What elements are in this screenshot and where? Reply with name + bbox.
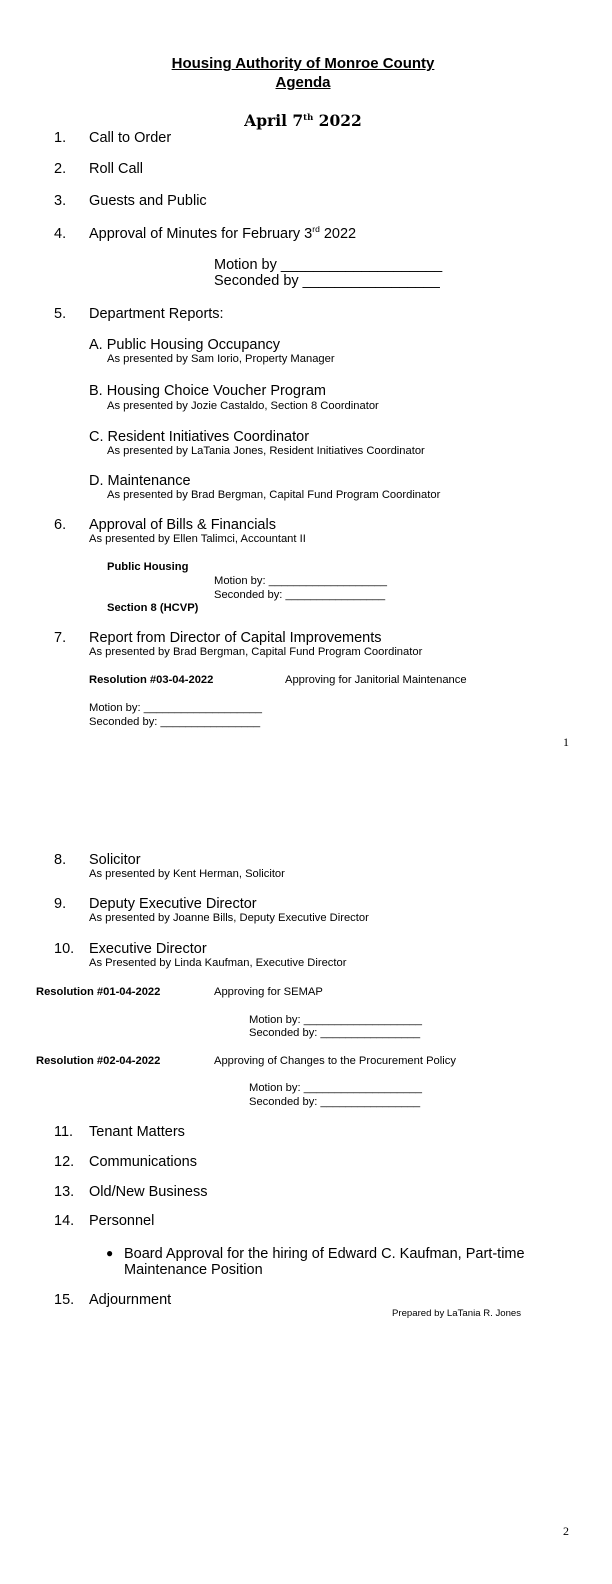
personnel-bullet-line1: Board Approval for the hiring of Edward C. Kaufman, Part-time <box>124 1246 525 1262</box>
public-housing-label: Public Housing <box>107 561 189 573</box>
item-guests-public: Guests and Public <box>89 193 207 209</box>
report-title: A. Public Housing Occupancy <box>89 337 281 353</box>
item-presenter: As Presented by Linda Kaufman, Executive Director <box>89 957 347 969</box>
meeting-date <box>0 111 606 130</box>
item-number: 3. <box>54 193 67 209</box>
item-number: 13. <box>54 1184 75 1200</box>
seconded-line: Seconded by: ________________ <box>89 716 261 728</box>
page-number: 1 <box>563 735 569 749</box>
motion-line: Motion by ____________________ <box>214 257 443 273</box>
section8-label: Section 8 (HCVP) <box>107 602 199 614</box>
item-old-new-business: Old/New Business <box>89 1184 208 1200</box>
item-adjournment: Adjournment <box>89 1292 172 1308</box>
ordinal-sup: rd <box>312 224 320 235</box>
item-text-tail: 2022 <box>319 226 357 242</box>
date-main: April 7 <box>244 111 304 130</box>
item-number: 8. <box>54 852 67 868</box>
item-number: 10. <box>54 941 75 957</box>
seconded-line: Seconded by _________________ <box>214 273 440 289</box>
item-number: 4. <box>54 226 67 242</box>
motion-line: Motion by: ___________________ <box>249 1082 422 1094</box>
date-year: 2022 <box>313 111 362 130</box>
motion-line: Motion by: ___________________ <box>89 702 262 714</box>
item-department-reports: Department Reports: <box>89 306 224 322</box>
item-text: Approval of Minutes for February 3 <box>89 226 313 242</box>
motion-line: Motion by: ___________________ <box>249 1014 422 1026</box>
resolution-label: Resolution #03-04-2022 <box>89 674 214 686</box>
item-presenter: As presented by Joanne Bills, Deputy Executive Director <box>89 912 369 924</box>
seconded-line: Seconded by: ________________ <box>214 589 386 601</box>
item-deputy-director: Deputy Executive Director <box>89 896 257 912</box>
item-number: 2. <box>54 161 67 177</box>
report-presenter: As presented by LaTania Jones, Resident Initiatives Coordinator <box>107 445 425 457</box>
bullet-icon: ● <box>106 1246 114 1260</box>
item-call-to-order: Call to Order <box>89 130 172 146</box>
report-presenter: As presented by Jozie Castaldo, Section 8 Coordinator <box>107 400 379 412</box>
item-number: 5. <box>54 306 67 322</box>
item-capital-improvements: Report from Director of Capital Improvements <box>89 630 382 646</box>
resolution-label: Resolution #02-04-2022 <box>36 1055 161 1067</box>
personnel-bullet-line2: Maintenance Position <box>124 1262 263 1278</box>
report-presenter: As presented by Sam Iorio, Property Manager <box>107 353 335 365</box>
report-presenter: As presented by Brad Bergman, Capital Fund Program Coordinator <box>107 489 441 501</box>
resolution-label: Resolution #01-04-2022 <box>36 986 161 998</box>
resolution-desc: Approving for Janitorial Maintenance <box>285 674 467 686</box>
item-presenter: As presented by Brad Bergman, Capital Fund Program Coordinator <box>89 646 423 658</box>
item-number: 1. <box>54 130 67 146</box>
report-title: B. Housing Choice Voucher Program <box>89 383 326 399</box>
prepared-by: Prepared by LaTania R. Jones <box>392 1308 522 1319</box>
item-number: 15. <box>54 1292 75 1308</box>
report-title: D. Maintenance <box>89 473 191 489</box>
item-number: 14. <box>54 1213 75 1229</box>
item-number: 7. <box>54 630 67 646</box>
item-number: 9. <box>54 896 67 912</box>
item-bills-financials: Approval of Bills & Financials <box>89 517 276 533</box>
date-sup: th <box>303 112 314 123</box>
item-roll-call: Roll Call <box>89 161 143 177</box>
item-number: 6. <box>54 517 67 533</box>
item-presenter: As presented by Ellen Talimci, Accountant II <box>89 533 306 545</box>
doc-title: Agenda <box>275 74 331 91</box>
item-number: 12. <box>54 1154 75 1170</box>
page-number: 2 <box>563 1524 569 1538</box>
item-executive-director: Executive Director <box>89 941 207 957</box>
item-communications: Communications <box>89 1154 197 1170</box>
motion-line: Motion by: ___________________ <box>214 575 387 587</box>
resolution-desc: Approving for SEMAP <box>214 986 323 998</box>
item-personnel: Personnel <box>89 1213 155 1229</box>
item-approval-minutes <box>89 226 356 242</box>
item-presenter: As presented by Kent Herman, Solicitor <box>89 868 285 880</box>
seconded-line: Seconded by: ________________ <box>249 1096 421 1108</box>
seconded-line: Seconded by: ________________ <box>249 1027 421 1039</box>
resolution-desc: Approving of Changes to the Procurement Policy <box>214 1055 456 1067</box>
org-title: Housing Authority of Monroe County <box>171 55 435 72</box>
item-solicitor: Solicitor <box>89 852 141 868</box>
report-title: C. Resident Initiatives Coordinator <box>89 429 310 445</box>
item-tenant-matters: Tenant Matters <box>89 1124 185 1140</box>
item-number: 11. <box>54 1124 74 1140</box>
